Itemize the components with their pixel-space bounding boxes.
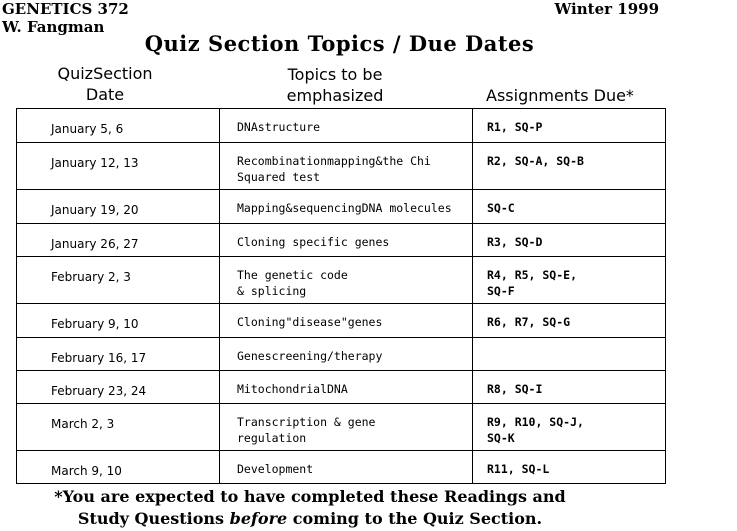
row-assignment-line: R6, R7, SQ-G [487,315,571,329]
table-row [17,143,666,190]
term-label: Winter 1999 [554,0,659,18]
row-date: January 5, 6 [17,109,220,143]
row-assignment-line: R4, R5, SQ-E, [487,268,578,282]
row-topic [220,338,473,371]
row-assignments [473,257,666,304]
row-topic-line: regulation [237,431,307,445]
row-date: February 2, 3 [17,257,220,304]
column-header-date-line1: QuizSection [57,64,153,83]
row-assignments [473,304,666,338]
schedule-table-body [17,109,666,484]
row-topic [220,304,473,338]
footnote-line2-emphasis: before [229,509,288,528]
row-assignments [473,451,666,484]
row-topic-line: Genescreening/therapy [237,349,383,363]
row-date: February 16, 17 [17,338,220,371]
column-header-topics-line2: emphasized [286,86,384,105]
row-assignment-line: R3, SQ-D [487,235,543,249]
table-row [17,257,666,304]
column-header-topics [255,64,415,106]
table-row [17,304,666,338]
row-assignment-line: R9, R10, SQ-J, [487,415,584,429]
row-topic-line: Recombinationmapping&the Chi [237,154,431,168]
row-topic-line: DNAstructure [237,120,321,134]
row-topic [220,371,473,404]
row-assignments [473,404,666,451]
row-assignments [473,224,666,257]
table-row [17,451,666,484]
column-header-assignments: Assignments Due* [486,86,634,105]
row-assignment-line: SQ-C [487,201,515,215]
row-topic-line: Cloning"disease"genes [237,315,383,329]
row-topic-line: Mapping&sequencingDNA molecules [237,201,452,215]
table-row [17,338,666,371]
table-row [17,371,666,404]
footnote-line1: *You are expected to have completed these Readings and [54,487,566,506]
row-topic-line: MitochondrialDNA [237,382,348,396]
row-assignment-line: R2, SQ-A, SQ-B [487,154,584,168]
row-topic [220,257,473,304]
table-row [17,190,666,224]
row-assignment-line: R8, SQ-I [487,382,543,396]
footnote [0,486,620,530]
row-topic-line: Development [237,462,314,476]
row-assignment-line: R11, SQ-L [487,462,550,476]
footnote-line2-after: coming to the Quiz Section. [287,509,543,528]
row-date: January 26, 27 [17,224,220,257]
row-topic [220,224,473,257]
column-header-date [40,63,170,105]
row-date: March 9, 10 [17,451,220,484]
row-topic [220,404,473,451]
row-topic-line: Transcription & gene [237,415,376,429]
row-topic [220,451,473,484]
row-date: January 19, 20 [17,190,220,224]
row-topic [220,190,473,224]
schedule-table [16,108,666,484]
row-date: February 9, 10 [17,304,220,338]
row-assignment-line: R1, SQ-P [487,120,543,134]
row-topic-line: Squared test [237,170,321,184]
row-assignments [473,109,666,143]
table-row [17,224,666,257]
row-assignment-line: SQ-K [487,431,515,445]
row-date: March 2, 3 [17,404,220,451]
row-assignment-line: SQ-F [487,284,515,298]
row-topic-line: & splicing [237,284,307,298]
row-assignments [473,371,666,404]
table-row [17,404,666,451]
row-topic-line: Cloning specific genes [237,235,390,249]
instructor-name: W. Fangman [2,18,105,36]
row-assignments [473,190,666,224]
footnote-line2-before: Study Questions [77,509,230,528]
footnote-line2 [0,508,620,530]
course-title: GENETICS 372 [2,0,129,18]
row-assignments [473,338,666,371]
row-date: February 23, 24 [17,371,220,404]
row-topic [220,143,473,190]
table-row [17,109,666,143]
row-date: January 12, 13 [17,143,220,190]
row-topic-line: The genetic code [237,268,348,282]
column-header-topics-line1: Topics to be [287,65,383,84]
row-assignments [473,143,666,190]
row-topic [220,109,473,143]
column-header-date-line2: Date [85,85,125,104]
page-title: Quiz Section Topics / Due Dates [144,31,535,56]
